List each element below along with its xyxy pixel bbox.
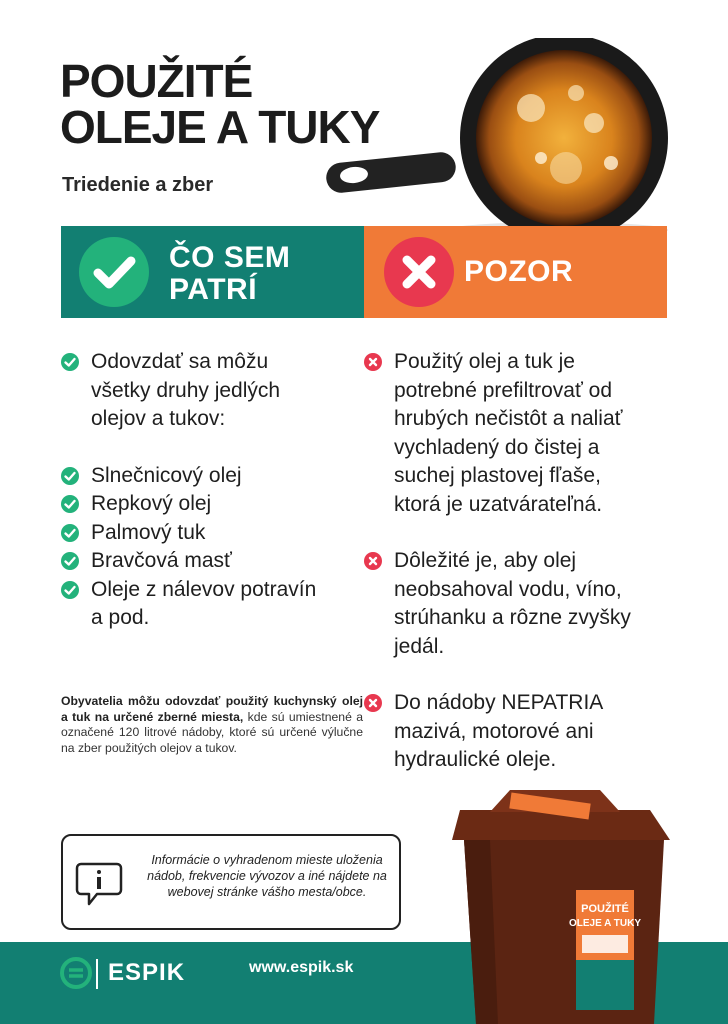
check-circle-icon (61, 467, 79, 485)
list-line: Oleje z nálevov potravín (91, 577, 317, 601)
info-box (61, 834, 401, 930)
list-line: strúhanku a rôzne zvyšky (394, 606, 631, 629)
x-circle-icon (364, 353, 382, 371)
warning-heading: POZOR (464, 255, 574, 288)
list-item (61, 490, 361, 519)
check-circle-icon (61, 353, 79, 371)
list-line: Dôležité je, aby olej (394, 549, 577, 572)
allowed-heading (169, 242, 290, 306)
subtitle: Triedenie a zber (62, 174, 214, 196)
note-bold-text: Obyvatelia môžu odovzdať použitý kuchynský olej a tuk na určené zberné miesta, (61, 694, 363, 724)
list-line: všetky druhy jedlých (91, 378, 281, 402)
list-line: Repkový olej (91, 492, 212, 515)
list-item (364, 348, 684, 519)
list-line: Do nádoby NEPATRIA (394, 691, 604, 714)
x-circle-icon (364, 552, 382, 570)
website-link[interactable]: www.espik.sk (249, 959, 354, 976)
list-item (61, 576, 361, 633)
collection-bin-image (450, 790, 680, 1024)
list-line: Odovzdať sa môžu (91, 350, 269, 373)
list-line: ktorá je uzatvárateľná. (394, 492, 603, 516)
list-line: suchej plastovej fľaše, (394, 464, 601, 487)
list-line: olejov a tukov: (91, 407, 226, 430)
check-circle-icon (61, 495, 79, 513)
list-item (61, 519, 361, 548)
allowed-heading-line-1: ČO SEM (169, 241, 291, 274)
check-circle-icon (61, 552, 79, 570)
allowed-heading-line-2: PATRÍ (169, 273, 258, 306)
list-line: Palmový tuk (91, 520, 206, 544)
warning-banner (364, 226, 667, 318)
list-line: mazivá, motorové ani (394, 719, 594, 743)
list-line: vychladený do čistej a (394, 435, 600, 459)
list-line: Bravčová masť (91, 549, 232, 572)
bin-label-line-1: POUŽITÉ (581, 903, 629, 915)
allowed-banner (61, 226, 364, 318)
list-line: hydraulické oleje. (394, 748, 557, 771)
collection-note (61, 694, 363, 756)
warning-list (364, 348, 684, 775)
list-item (61, 547, 361, 576)
checkmark-icon (79, 237, 149, 307)
note-text: kde sú umiestnené a označené 120 litrové nádoby, ktoré sú určené výlučne na zber použitých olejov a tukov. (61, 709, 363, 755)
check-circle-icon (61, 524, 79, 542)
check-circle-icon (61, 581, 79, 599)
list-line: a pod. (91, 606, 150, 629)
list-line: hrubých nečistôt a naliať (394, 407, 623, 430)
espik-logo (60, 957, 220, 991)
frying-pan-image (326, 38, 676, 238)
list-item (61, 348, 361, 434)
list-line: jedál. (394, 634, 445, 658)
list-item (364, 547, 684, 661)
logo-wordmark: ESPIK (108, 959, 186, 986)
list-line: potrebné prefiltrovať od (394, 378, 613, 402)
list-line: Použitý olej a tuk je (394, 350, 575, 373)
x-circle-icon (364, 694, 382, 712)
bin-label-line-2: OLEJE A TUKY (568, 918, 642, 929)
list-line: Slnečnicový olej (91, 463, 242, 487)
allowed-list (61, 348, 361, 633)
list-line: neobsahoval vodu, víno, (394, 577, 622, 601)
title-line-1: POUŽITÉ (60, 55, 253, 107)
list-item (61, 462, 361, 491)
info-text: Informácie o vyhradenom mieste uloženia nádob, frekvencie vývozov a iné nájdete na webovej stránke vášho mesta/obce. (147, 853, 387, 899)
title-line-2: OLEJE A TUKY (60, 101, 380, 153)
info-speech-bubble-icon (75, 860, 123, 910)
list-item (364, 689, 684, 775)
espik-logo-icon (60, 957, 100, 991)
cross-icon (384, 237, 454, 307)
